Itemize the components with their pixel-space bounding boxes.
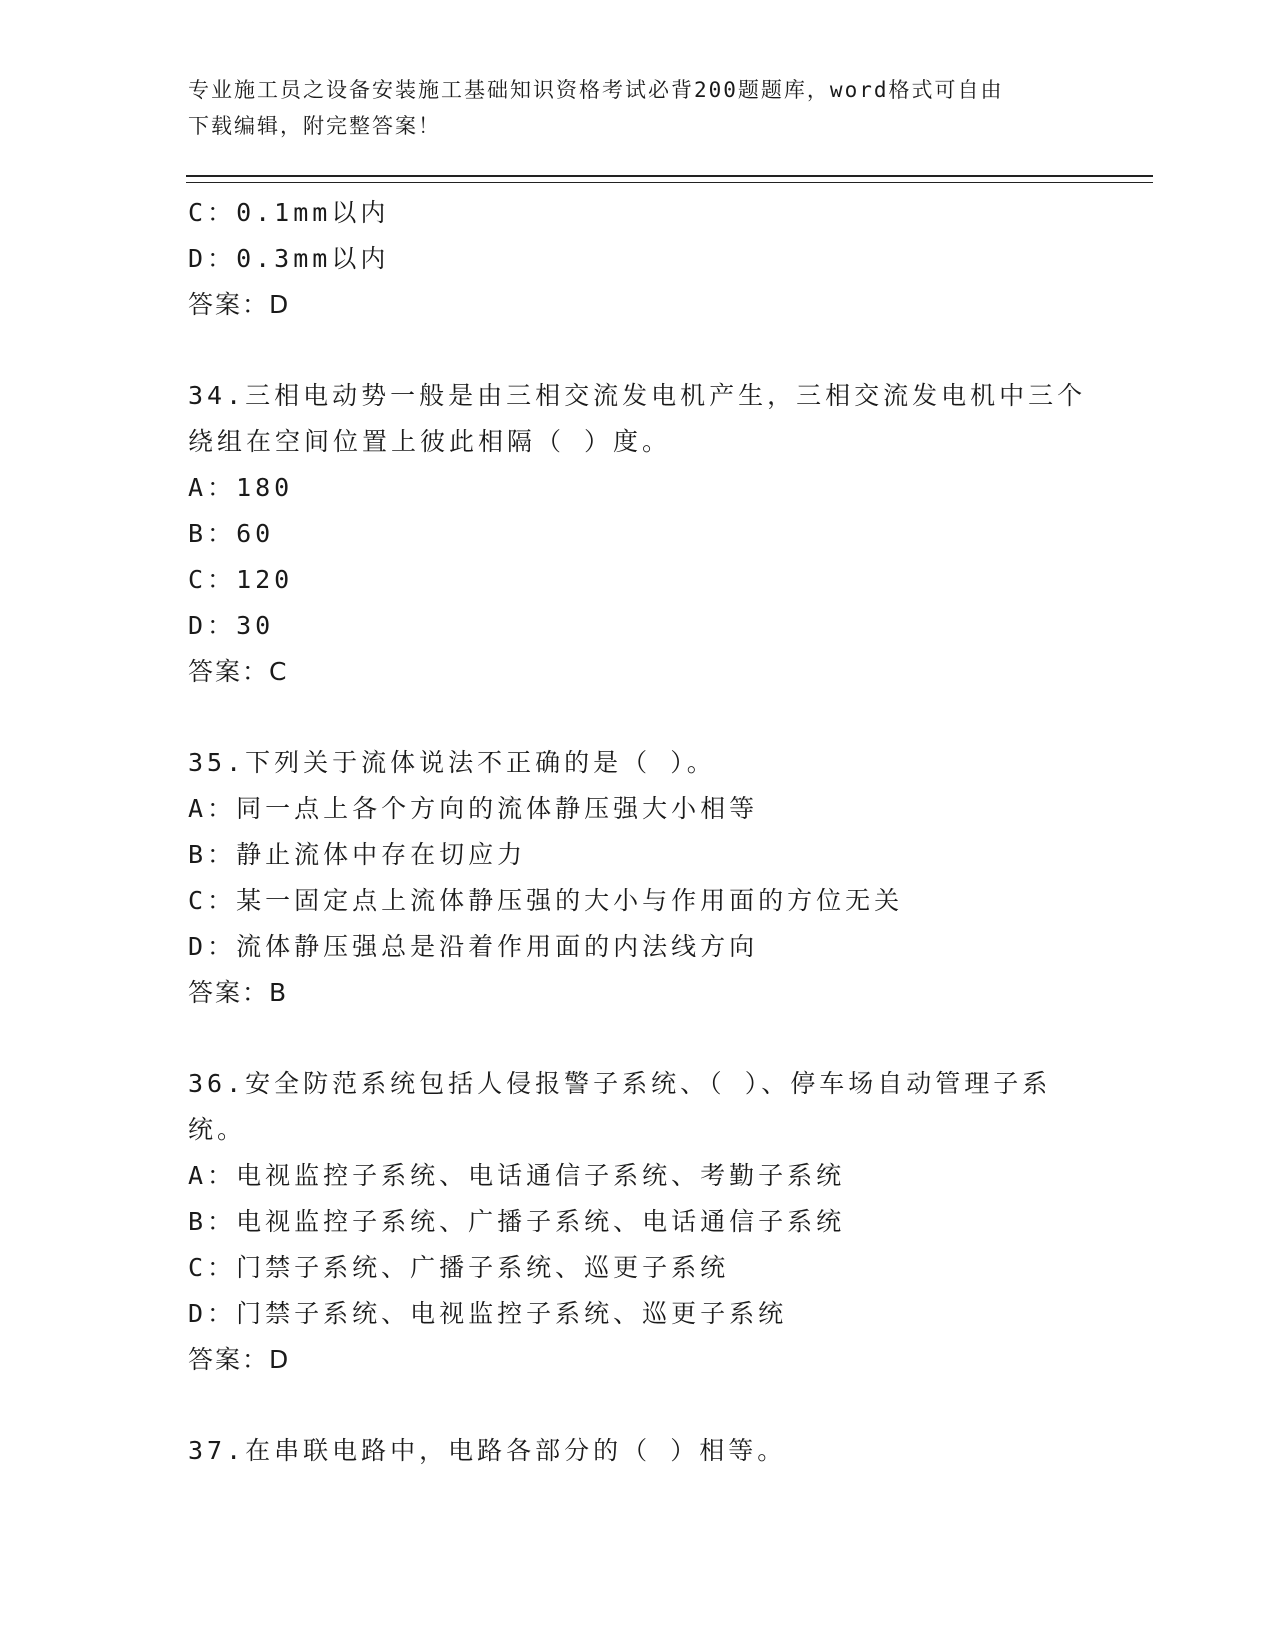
answer-line: 答案：C — [188, 657, 289, 686]
question-37 — [188, 1428, 1088, 1474]
question-35 — [188, 740, 1088, 1016]
header-divider — [186, 175, 1153, 183]
option-b: B：静止流体中存在切应力 — [188, 840, 527, 869]
page-header — [188, 72, 1088, 144]
answer-line: 答案：D — [188, 290, 291, 319]
option-d: D：0.3mm以内 — [188, 244, 390, 273]
question-text: 35.下列关于流体说法不正确的是（ ）。 — [188, 748, 716, 777]
option-d: D：门禁子系统、电视监控子系统、巡更子系统 — [188, 1299, 788, 1328]
option-a: A：同一点上各个方向的流体静压强大小相等 — [188, 794, 759, 823]
option-c: C：0.1mm以内 — [188, 198, 390, 227]
question-text-continued: 绕组在空间位置上彼此相隔（ ）度。 — [188, 427, 672, 456]
option-c: C：某一固定点上流体静压强的大小与作用面的方位无关 — [188, 886, 904, 915]
question-text: 37.在串联电路中，电路各部分的（ ）相等。 — [188, 1436, 787, 1465]
option-c: C：120 — [188, 565, 294, 594]
option-b: B：60 — [188, 519, 275, 548]
question-33-continuation — [188, 190, 1088, 328]
question-34 — [188, 373, 1088, 695]
header-line-1: 专业施工员之设备安装施工基础知识资格考试必背200题题库，word格式可自由 — [188, 78, 1004, 102]
option-b: B：电视监控子系统、广播子系统、电话通信子系统 — [188, 1207, 846, 1236]
question-text: 36.安全防范系统包括人侵报警子系统、（ ）、停车场自动管理子系 — [188, 1069, 1052, 1098]
question-text-continued: 统。 — [188, 1115, 247, 1144]
answer-line: 答案：D — [188, 1345, 291, 1374]
option-c: C：门禁子系统、广播子系统、巡更子系统 — [188, 1253, 730, 1282]
document-body — [188, 190, 1088, 1474]
question-text: 34.三相电动势一般是由三相交流发电机产生，三相交流发电机中三个 — [188, 381, 1087, 410]
header-line-2: 下载编辑，附完整答案！ — [188, 114, 441, 138]
question-36 — [188, 1061, 1088, 1383]
option-a: A：180 — [188, 473, 294, 502]
option-a: A：电视监控子系统、电话通信子系统、考勤子系统 — [188, 1161, 846, 1190]
answer-line: 答案：B — [188, 978, 289, 1007]
option-d: D：30 — [188, 611, 275, 640]
option-d: D：流体静压强总是沿着作用面的内法线方向 — [188, 932, 759, 961]
